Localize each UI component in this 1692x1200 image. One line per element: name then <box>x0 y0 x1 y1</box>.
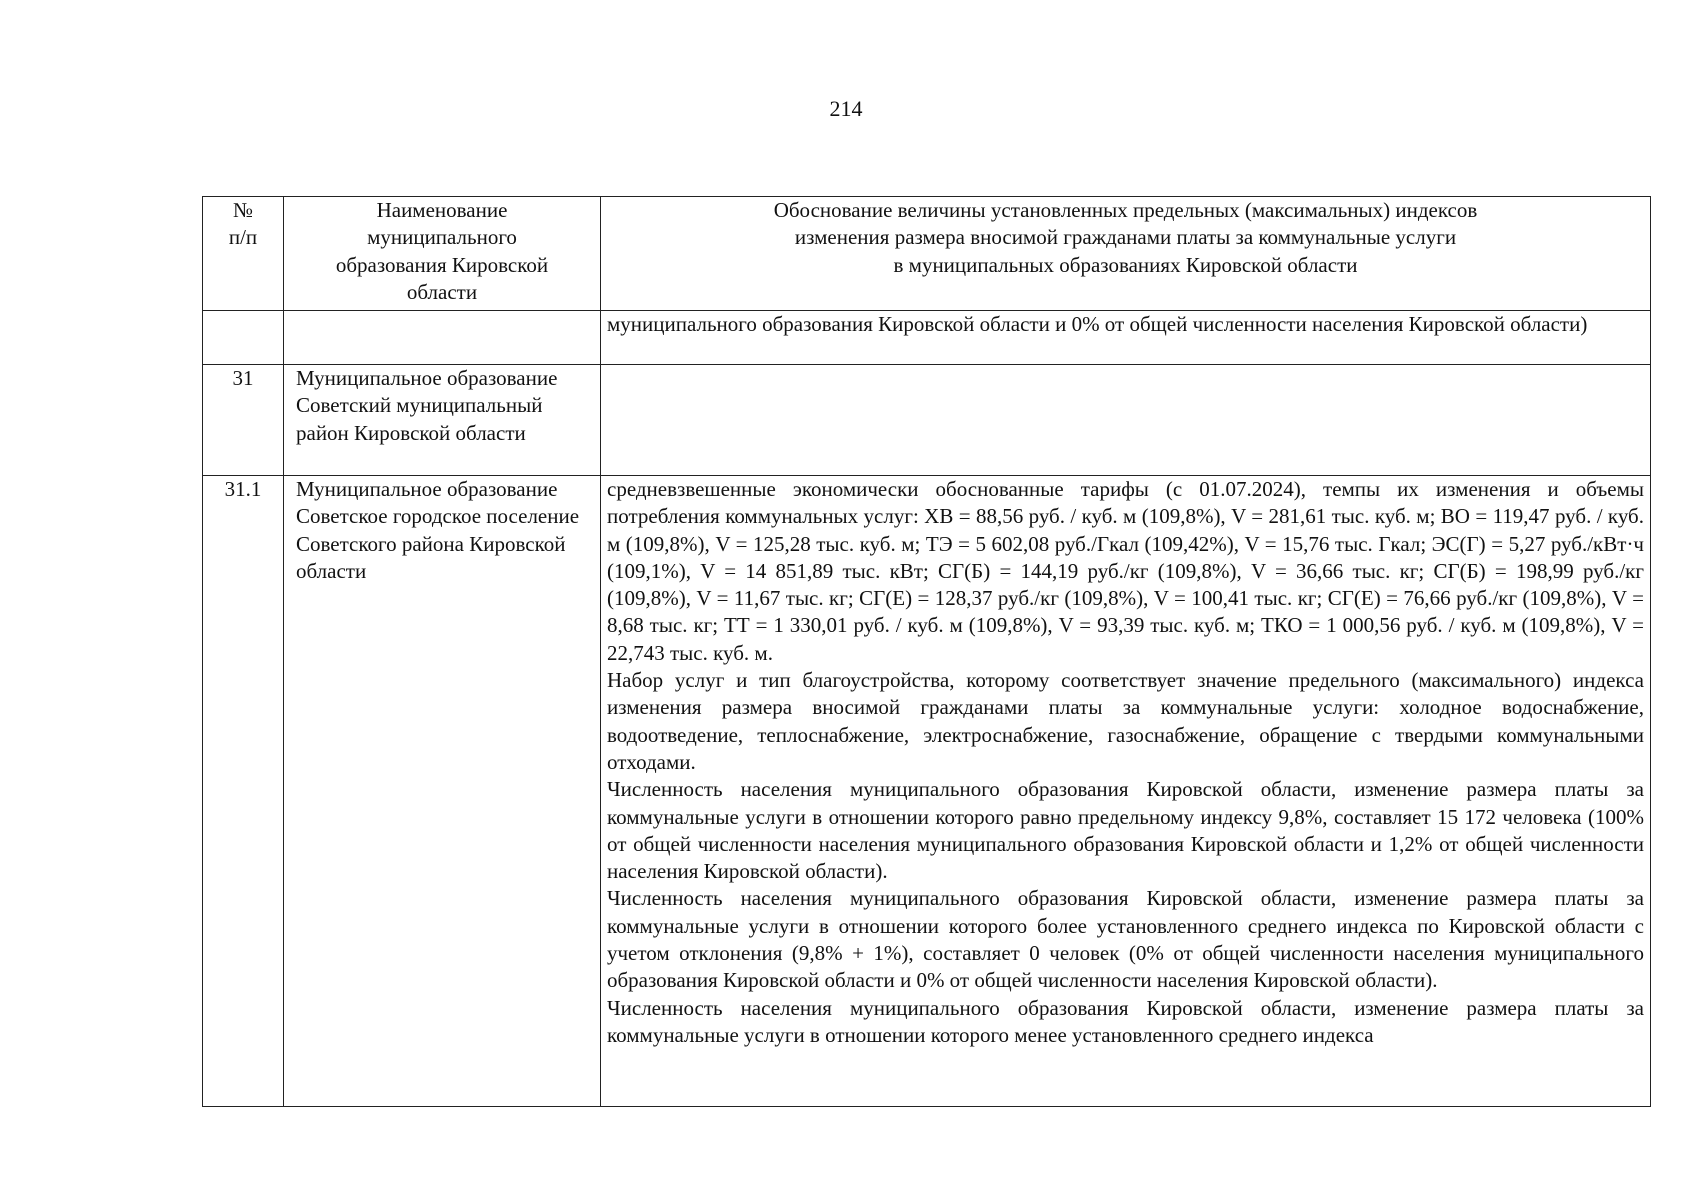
population-equal-paragraph: Численность населения муниципального образования Кировской области, изменение размера платы за коммунальные услуги в отношении которого равно предельному индексу 9,8%, составляет 15 172 человека (100% от общей численности населения муниципального образования Кировской области и 1,2% от общей численности населения Кировской области). <box>607 777 1644 884</box>
header-name-line: образования Кировской <box>335 252 549 277</box>
table-header-row <box>203 197 1651 311</box>
header-justification-line: Обоснование величины установленных предельных (максимальных) индексов <box>773 198 1478 222</box>
row-justification <box>601 476 1651 1107</box>
justification-table <box>202 196 1651 1107</box>
justification-paragraph: муниципального образования Кировской области и 0% от общей численности населения Кировской области) <box>607 312 1588 336</box>
page-number: 214 <box>829 96 863 121</box>
population-below-paragraph: Численность населения муниципального образования Кировской области, изменение размера платы за коммунальные услуги в отношении которого менее установленного среднего индекса <box>607 995 1644 1047</box>
header-number-cell <box>203 197 284 311</box>
header-name-cell <box>284 197 601 311</box>
population-above-paragraph: Численность населения муниципального образования Кировской области, изменение размера платы за коммунальные услуги в отношении которого более установленного среднего индекса по Кировской области с учетом отклонения (9,8% + 1%), составляет 0 человек (0% от общей численности населения муниципального образования Кировской области и 0% от общей численности населения Кировской области). <box>607 886 1644 993</box>
row-number <box>203 311 284 365</box>
row-municipality-name: Муниципальное образование Советское городское поселение Советского района Кировской области <box>284 476 601 1107</box>
row-justification <box>601 365 1651 476</box>
header-name-line: Наименование <box>376 198 508 222</box>
header-number-line: п/п <box>228 225 258 250</box>
table-row <box>203 365 1651 476</box>
services-paragraph: Набор услуг и тип благоустройства, которому соответствует значение предельного (максимального) индекса изменения размера вносимой гражданами платы за коммунальные услуги: холодное водоснабжение, водоотведение, теплоснабжение, электроснабжение, газоснабжение, обращение с твердыми коммунальными отходами. <box>607 668 1644 774</box>
header-justification-line: изменения размера вносимой гражданами платы за коммунальные услуги <box>794 225 1457 250</box>
header-number-line: № <box>232 198 254 222</box>
header-justification-cell <box>601 197 1651 311</box>
row-municipality-name: Муниципальное образование Советский муниципальный район Кировской области <box>284 365 601 476</box>
table-row <box>203 311 1651 365</box>
header-justification-line: в муниципальных образованиях Кировской области <box>893 252 1358 277</box>
row-municipality-name <box>284 311 601 365</box>
table-row <box>203 476 1651 1107</box>
row-number: 31 <box>203 365 284 476</box>
header-name-line: муниципального <box>367 225 517 250</box>
tariffs-paragraph: средневзвешенные экономически обоснованные тарифы (с 01.07.2024), темпы их изменения и объемы потребления коммунальных услуг: ХВ = 88,56 руб. / куб. м (109,8%), V = 281,61 тыс. куб. м; ВО = 119,47 руб. / куб. м (109,8%), V = 125,28 тыс. куб. м; ТЭ = 5 602,08 руб./Гкал (109,42%), V = 15,76 тыс. Гкал; ЭС(Г) = 5,27 руб./кВт·ч (109,1%), V = 14 851,89 тыс. кВт; СГ(Б) = 144,19 руб./кг (109,8%), V = 36,66 тыс. кг; СГ(Б) = 198,99 руб./кг (109,8%), V = 11,67 тыс. кг; СГ(Е) = 128,37 руб./кг (109,8%), V = 100,41 тыс. кг; СГ(Е) = 76,66 руб./кг (109,8%), V = 8,68 тыс. кг; ТТ = 1 330,01 руб. / куб. м (109,8%), V = 93,39 тыс. куб. м; ТКО = 1 000,56 руб. / куб. м (109,8%), V = 22,743 тыс. куб. м. <box>607 477 1644 665</box>
row-number: 31.1 <box>203 476 284 1107</box>
row-justification <box>601 311 1651 365</box>
header-name-line: области <box>406 279 478 304</box>
